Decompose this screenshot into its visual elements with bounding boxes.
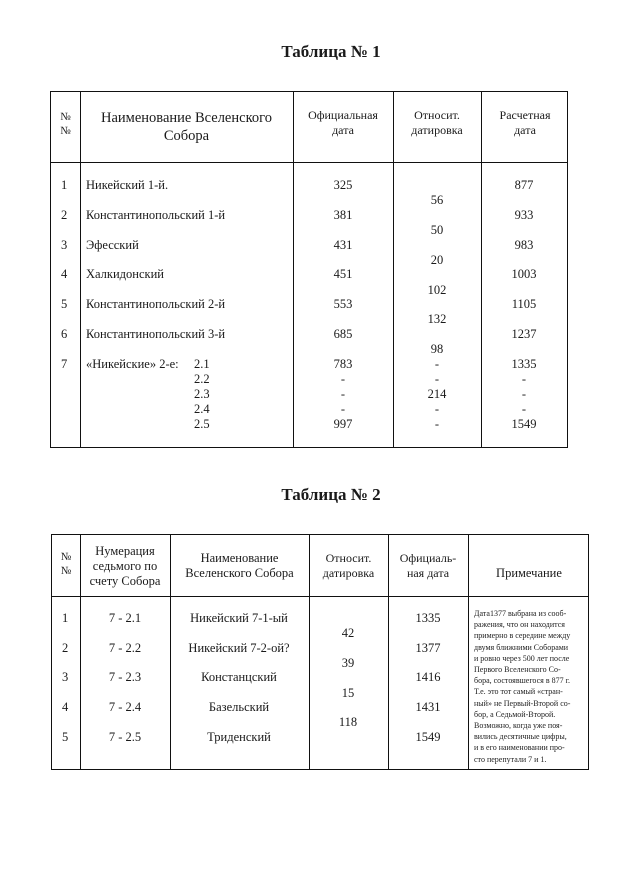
table1-header-divider: [51, 162, 567, 163]
table1-col-divider: [393, 92, 394, 447]
row-official: 685: [333, 327, 353, 341]
note-line: бора, состоявшегося в 877 г.: [474, 676, 570, 686]
row-seventh: 7 - 2.3: [108, 670, 142, 684]
header-text: Относит.: [414, 108, 460, 122]
header-text: Наименование Вселенского: [101, 110, 272, 126]
header-text: счету Собора: [89, 574, 161, 588]
table1-header-name: [80, 109, 293, 145]
header-text: датировка: [322, 566, 375, 580]
header-text: №: [60, 125, 71, 137]
header-text: дата: [514, 123, 536, 137]
subrow-relative: -: [434, 357, 440, 371]
row-calc: 1003: [511, 267, 537, 281]
header-text: ная дата: [406, 566, 450, 580]
table1-title: Таблица № 1: [281, 42, 381, 61]
row-num: 3: [61, 238, 68, 252]
row-num: 5: [62, 730, 69, 744]
row-num: 1: [62, 611, 69, 625]
header-text: Относит.: [325, 551, 372, 565]
relative-value: 42: [341, 626, 355, 640]
row-num: 2: [61, 208, 68, 222]
row-seventh: 7 - 2.2: [108, 641, 142, 655]
row-num: 4: [62, 700, 69, 714]
note-line: сто перепутали 7 и 1.: [474, 754, 547, 764]
table2-header-divider: [52, 596, 588, 597]
row-name: Халкидонский: [86, 267, 164, 281]
row-num: 7: [61, 357, 68, 371]
note-line: Первого Вселенского Со-: [474, 665, 561, 675]
row-num: 1: [61, 178, 68, 192]
row-num: 3: [62, 670, 69, 684]
subrow-calc: -: [521, 372, 527, 386]
row-calc: 877: [514, 178, 534, 192]
relative-value: 102: [427, 283, 447, 297]
subrow-calc: -: [521, 402, 527, 416]
header-text: Собора: [163, 128, 210, 144]
row-name: «Никейские» 2-е:: [86, 357, 179, 371]
row-calc: 983: [514, 238, 534, 252]
header-text: Официаль-: [399, 551, 457, 565]
note-line: и в его наименовании про-: [474, 743, 565, 753]
note-line: примерно в середине между: [474, 631, 571, 641]
relative-value: 98: [430, 342, 444, 356]
header-text: №: [60, 551, 72, 563]
table1-header-relative: [393, 108, 481, 138]
header-text: Расчетная: [499, 108, 551, 122]
table2-header-num: [52, 550, 80, 578]
subrow-relative: 214: [427, 387, 447, 401]
row-num: 5: [61, 297, 68, 311]
header-text: Наименование: [200, 551, 279, 565]
relative-value: 50: [430, 223, 444, 237]
note-line: бор, а Седьмой-Второй.: [474, 709, 556, 719]
row-official: 1549: [415, 730, 441, 744]
subrow-relative: -: [434, 402, 440, 416]
note-line: двумя ближними Соборами: [474, 642, 569, 652]
row-seventh: 7 - 2.5: [108, 730, 142, 744]
header-text: Вселенского Собора: [185, 566, 294, 580]
subrow-label: 2.5: [194, 417, 210, 431]
row-official: 451: [333, 267, 353, 281]
subrow-label: 2.3: [194, 387, 210, 401]
subrow-calc: -: [521, 387, 527, 401]
table2-header-seventh: [80, 544, 170, 589]
row-num: 6: [61, 327, 68, 341]
relative-value: 39: [341, 656, 355, 670]
note-line: ный» не Первый-Второй со-: [474, 698, 571, 708]
subrow-relative: -: [434, 372, 440, 386]
row-official: 431: [333, 238, 353, 252]
table2-header-relative: [309, 551, 388, 581]
row-name: Никейский 7-1-ый: [190, 611, 288, 625]
row-calc: 933: [514, 208, 534, 222]
subrow-label: 2.2: [194, 372, 210, 386]
table1-col-divider: [481, 92, 482, 447]
row-name: Констанцский: [201, 670, 277, 684]
table1-header-calc: [481, 108, 569, 138]
note-line: Т.е. это тот самый «стран-: [474, 687, 563, 697]
row-name: Константинопольский 1-й: [86, 208, 226, 222]
row-official: 1416: [415, 670, 441, 684]
subrow-official: 783: [333, 357, 353, 371]
row-name: Константинопольский 3-й: [86, 327, 226, 341]
note-line: и ровно через 500 лет после: [474, 653, 570, 663]
subrow-label: 2.1: [194, 357, 210, 371]
row-name: Константинопольский 2-й: [86, 297, 226, 311]
note-line: вились десятичные цифры,: [474, 732, 567, 742]
row-official: 553: [333, 297, 353, 311]
row-official: 1377: [415, 641, 441, 655]
table2-title: Таблица № 2: [281, 485, 381, 504]
row-name: Базельский: [208, 700, 270, 714]
subrow-official: -: [340, 402, 346, 416]
subrow-calc: 1335: [511, 357, 537, 371]
subrow-official: -: [340, 387, 346, 401]
row-num: 4: [61, 267, 68, 281]
row-seventh: 7 - 2.1: [108, 611, 142, 625]
subrow-calc: 1549: [511, 417, 537, 431]
table2-note: [474, 608, 588, 765]
header-text: дата: [332, 123, 354, 137]
row-calc: 1237: [511, 327, 537, 341]
subrow-official: 997: [333, 417, 353, 431]
header-text: Официальная: [308, 108, 378, 122]
table2-header-official: [388, 551, 468, 581]
row-num: 2: [62, 641, 69, 655]
row-official: 1335: [415, 611, 441, 625]
table2-header-name: [170, 551, 309, 581]
header-text: датировка: [411, 123, 463, 137]
header-text: Нумерация: [95, 544, 155, 558]
note-line: ражения, что он находится: [474, 620, 565, 630]
row-official: 325: [333, 178, 353, 192]
relative-value: 20: [430, 253, 444, 267]
table1-col-divider: [80, 92, 81, 447]
row-name: Триденский: [207, 730, 271, 744]
note-line: Возможно, когда уже поя-: [474, 721, 563, 731]
relative-value: 56: [430, 193, 444, 207]
subrow-label: 2.4: [194, 402, 210, 416]
header-text: Примечание: [496, 566, 562, 580]
row-seventh: 7 - 2.4: [108, 700, 142, 714]
relative-value: 132: [427, 312, 447, 326]
row-name: Никейский 7-2-ой?: [188, 641, 290, 655]
subrow-relative: -: [434, 417, 440, 431]
table2-header-note: [468, 566, 590, 581]
table1-header-num: [51, 110, 80, 138]
row-official: 381: [333, 208, 353, 222]
row-name: Эфесский: [86, 238, 139, 252]
subrow-official: -: [340, 372, 346, 386]
relative-value: 118: [338, 715, 358, 729]
row-official: 1431: [415, 700, 441, 714]
relative-value: 15: [341, 686, 355, 700]
row-name: Никейский 1-й.: [86, 178, 169, 192]
table1-col-divider: [293, 92, 294, 447]
header-text: седьмого по: [92, 559, 158, 573]
header-text: №: [60, 111, 71, 123]
row-calc: 1105: [511, 297, 537, 311]
note-line: Дата1377 выбрана из сооб-: [474, 609, 567, 618]
table1-header-official: [293, 108, 393, 138]
header-text: №: [60, 565, 72, 577]
